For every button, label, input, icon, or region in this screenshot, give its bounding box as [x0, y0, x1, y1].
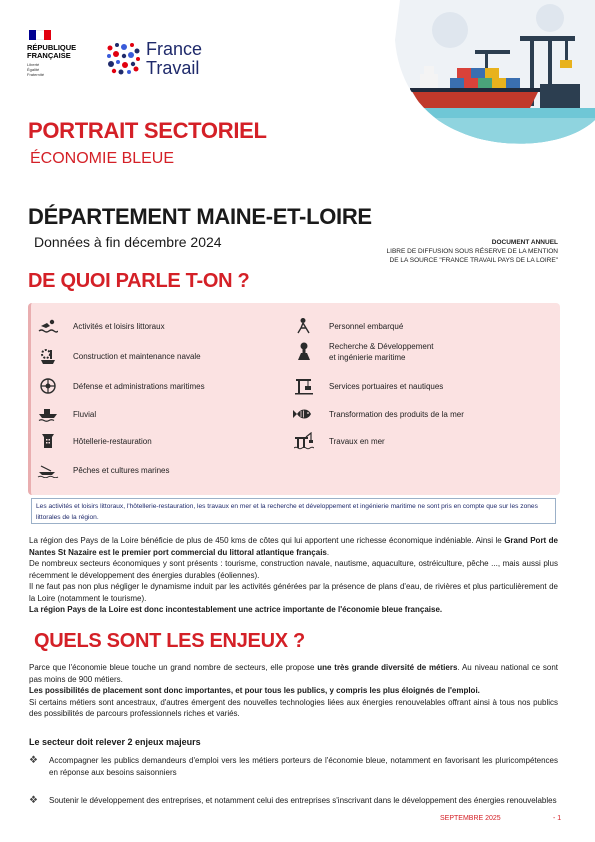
paragraph: La région Pays de la Loire est donc incontestablement une actrice importante de l'économie bleue française. [29, 605, 443, 614]
sector-label: Hôtellerie-restauration [73, 436, 152, 446]
page-title: PORTRAIT SECTORIEL [28, 118, 267, 143]
sector-item [37, 431, 152, 451]
sector-item [37, 316, 165, 336]
section2-body [29, 662, 558, 720]
footer-date: SEPTEMBRE 2025 [440, 815, 501, 822]
research-icon [293, 341, 315, 361]
sectors-panel [28, 303, 560, 495]
section-heading-stakes: QUELS SONT LES ENJEUX ? [34, 630, 305, 652]
sector-item [293, 341, 434, 363]
sector-label: Construction et maintenance navale [73, 351, 201, 361]
port-ship-illustration [380, 0, 595, 150]
diamond-bullet-icon: ❖ [29, 755, 38, 766]
sector-item [37, 460, 170, 480]
sector-label: Services portuaires et nautiques [329, 381, 444, 391]
section1-body [29, 535, 558, 616]
republique-label: RÉPUBLIQUE FRANÇAISE [27, 43, 77, 60]
page-subtitle: ÉCONOMIE BLEUE [30, 150, 175, 167]
sector-label: Défense et administrations maritimes [73, 381, 205, 391]
sector-label: Personnel embarqué [329, 321, 404, 331]
data-date: Données à fin décembre 2024 [34, 234, 222, 250]
defense-icon [37, 376, 59, 396]
france-travail-dots-icon [104, 40, 142, 78]
river-boat-icon [37, 404, 59, 424]
sector-label: Activités et loisirs littoraux [73, 321, 165, 331]
sector-item [293, 431, 385, 451]
page-number: - 1 [553, 815, 562, 822]
fishing-icon [37, 460, 59, 480]
offshore-works-icon [293, 431, 315, 451]
france-travail-logo [104, 40, 234, 80]
section-heading-what: DE QUOI PARLE T-ON ? [28, 270, 250, 292]
paragraph: Les possibilités de placement sont donc importantes, et pour tous les publics, y compris les plus éloignés de l'emploi. [29, 686, 480, 695]
french-flag-icon [29, 30, 51, 40]
sector-item [37, 376, 205, 396]
sector-label: Transformation des produits de la mer [329, 409, 464, 419]
diamond-bullet-icon: ❖ [29, 795, 38, 806]
stakes-subheading: Le secteur doit relever 2 enjeux majeurs [29, 737, 201, 747]
paragraph: Il ne faut pas non plus négliger le dynamisme induit par les activités générées par la présence de plans d'eau, de rivières et plus particulièrement de la Loire (notamment le tourisme). [29, 582, 558, 603]
paragraph: La région des Pays de la Loire bénéficie de plus de 450 kms de côtes qui lui apportent une richesse économique indéniable. Ainsi le Grand Port de Nantes St Nazaire est le premier port commercial du littoral atlantique français. [29, 536, 559, 557]
fish-processing-icon [293, 404, 315, 424]
crew-icon [293, 316, 315, 336]
sector-item [293, 404, 464, 424]
sector-item [37, 404, 96, 424]
department-title: DÉPARTEMENT MAINE-ET-LOIRE [28, 204, 372, 229]
paragraph: De nombreux secteurs économiques y sont présents : tourisme, construction navale, nautisme, aquaculture, ostréiculture, pêche ..., mais aussi plus récemment le développement des énergies durables (éoliennes). [29, 559, 558, 580]
sector-item [37, 346, 201, 366]
france-travail-name: France Travail [146, 39, 203, 78]
sector-item [293, 376, 443, 396]
swimmer-icon [37, 316, 59, 336]
list-item: ❖ Soutenir le développement des entreprises, et notamment celui des entreprises s'inscrivant dans le développement des énergies renouvelables [29, 795, 557, 806]
ship-repair-icon [37, 346, 59, 366]
republique-motto: Liberté Égalité Fraternité [27, 62, 45, 77]
republique-francaise-logo [27, 30, 97, 77]
paragraph: Parce que l'économie bleue touche un grand nombre de secteurs, elle propose une très grande diversité de métiers. Au niveau national ce sont pas moins de 900 métiers. [29, 663, 558, 684]
stakes-list [29, 755, 558, 807]
sector-label: Fluvial [73, 409, 97, 419]
sector-item [293, 316, 403, 336]
hotel-icon [37, 431, 59, 451]
list-item: ❖ Accompagner les publics demandeurs d'emploi vers les métiers porteurs de l'économie bleue, notamment en favorisant les pluricompétences en réponse aux besoins saisonniers [29, 755, 558, 777]
port-crane-icon [293, 376, 315, 396]
sector-label: Pêches et cultures marines [73, 465, 170, 475]
sector-label: Recherche & Développement et ingénierie maritime [329, 342, 434, 362]
paragraph: Si certains métiers sont ancestraux, d'autres émergent des nouvelles technologies liées aux énergies renouvelables offrant ainsi à tous nos publics des possibilités de parcours professionnels riches et variés. [29, 697, 558, 718]
scope-note: Les activités et loisirs littoraux, l'hôtellerie-restauration, les travaux en mer et la recherche et développement et ingénierie maritime ne sont pris en compte que sur les zones littorales de la région. [31, 498, 556, 524]
sector-label: Travaux en mer [329, 436, 385, 446]
document-note: DOCUMENT ANNUEL LIBRE DE DIFFUSION SOUS RÉSERVE DE LA MENTION DE LA SOURCE "FRANCE TRAVAIL PAYS DE LA LOIRE" [386, 239, 558, 264]
